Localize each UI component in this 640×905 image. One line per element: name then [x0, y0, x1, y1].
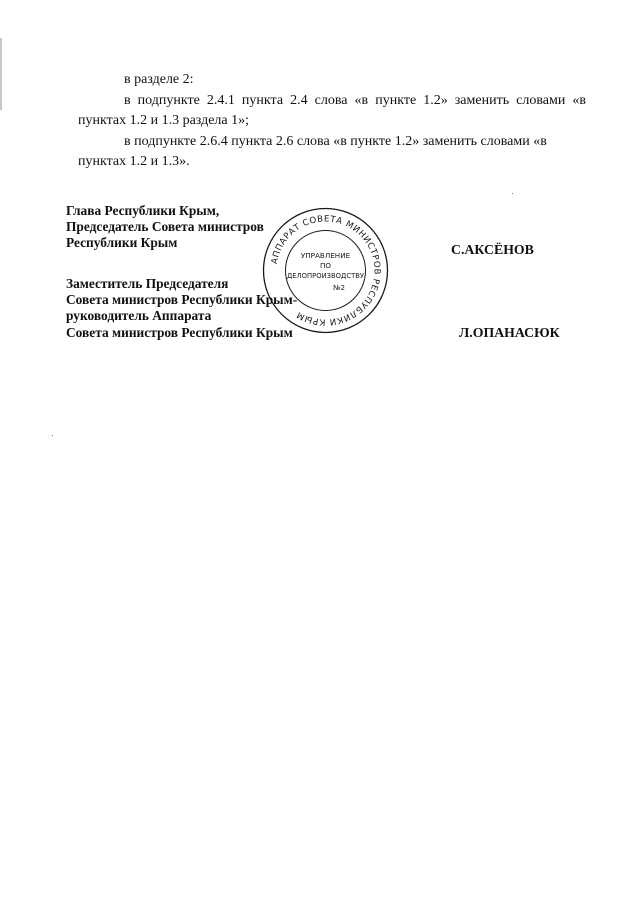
signatory-title-line: Республики Крым: [66, 235, 178, 251]
stamp-center-line: ПО: [319, 261, 332, 270]
stamp-center-line: №2: [332, 283, 346, 292]
stamp-ring-text: АППАРАТ СОВЕТА МИНИСТРОВ РЕСПУБЛИКИ КРЫМ: [269, 214, 382, 327]
signatory-title-line: Совета министров Республики Крым-: [66, 292, 298, 308]
signatory-name-deputy: Л.ОПАНАСЮК: [459, 325, 560, 340]
official-stamp: [261, 206, 390, 335]
stamp-seal-icon: [261, 206, 390, 335]
signatory-title-line: Председатель Совета министров: [66, 219, 264, 235]
signatory-title-line: Совета министров Республики Крым: [66, 324, 293, 340]
signatory-name-head: С.АКСЁНОВ: [451, 242, 534, 257]
scan-speck: [512, 193, 513, 194]
paragraph-2-6-4: в подпункте 2.6.4 пункта 2.6 слова «в пункте 1.2» заменить словами «в пунктах 1.2 и 1.3».: [78, 133, 547, 169]
signature-block-head: [66, 203, 264, 252]
signatory-title-line: Заместитель Председателя: [66, 276, 229, 291]
scan-speck: [52, 435, 53, 436]
scan-edge-artifact: [0, 38, 2, 110]
stamp-center-line: ДЕЛОПРОИЗВОДСТВУ: [286, 272, 365, 280]
signatory-title-line: руководитель Аппарата: [66, 308, 212, 324]
amendment-text: [78, 70, 586, 173]
signatory-title-line: Глава Республики Крым,: [66, 203, 220, 218]
paragraph-section-2: в разделе 2:: [124, 72, 194, 87]
paragraph-2-4-1: в подпункте 2.4.1 пункта 2.4 слова «в пункте 1.2» заменить словами «в пунктах 1.2 и 1.3 раздела 1»;: [78, 92, 586, 128]
stamp-center-line: УПРАВЛЕНИЕ: [300, 251, 351, 260]
